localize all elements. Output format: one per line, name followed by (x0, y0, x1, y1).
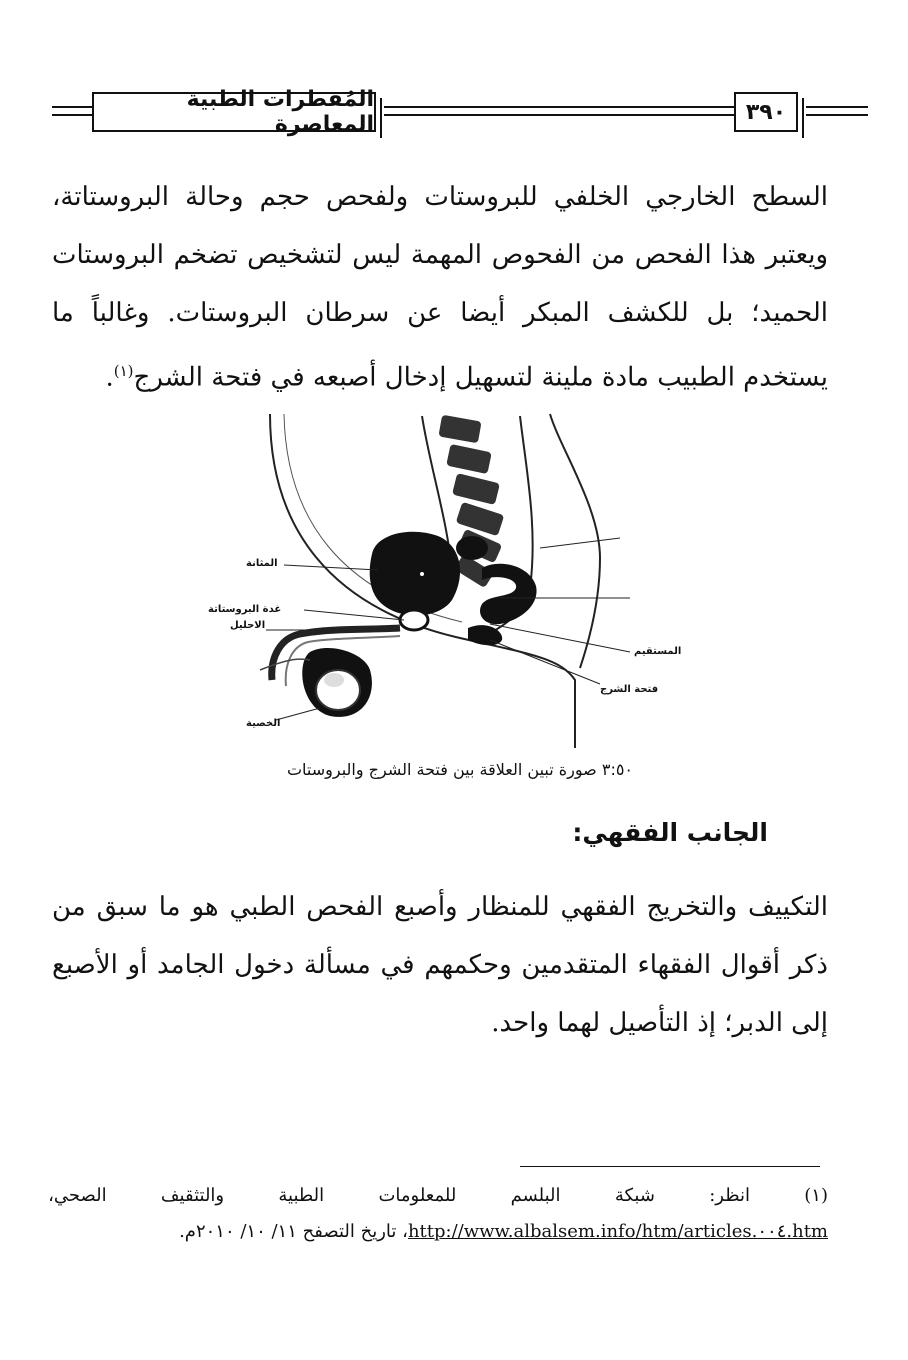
paragraph-fiqh (52, 878, 828, 1052)
footnote-word-5: الطبية (278, 1185, 325, 1206)
figure-caption: ٣:٥٠ صورة تبين العلاقة بين فتحة الشرج والبروستات (286, 760, 634, 779)
paragraph-intro-end: . (105, 362, 114, 393)
footnote-word-3: البلسم (510, 1185, 561, 1206)
anatomy-figure (200, 408, 700, 748)
footnote-line-2 (48, 1214, 828, 1250)
bladder-shape (370, 532, 460, 616)
header-rule-left (52, 106, 92, 108)
header-rule-right-2 (806, 114, 868, 116)
label-urethra: الاحليل (230, 620, 266, 631)
paragraph-intro (52, 168, 828, 407)
paragraph-intro-text: السطح الخارجي الخلفي للبروستات ولفحص حجم وحالة البروستاتة، ويعتبر هذا الفحص من الفحوص المهمة ليس لتشخيص تضخم البروستات الحميد؛ بل للكشف المبكر أيضا عن سرطان البروستات. وغالباً ما يستخدم الطبيب مادة ملينة لتسهيل إدخال أصبعه في فتحة الشرج (52, 182, 828, 393)
footnote-link[interactable]: http://www.albalsem.info/htm/articles.٠٠٤.htm (407, 1221, 828, 1242)
label-anus: فتحة الشرج (600, 684, 659, 695)
footnote-word-2: شبكة (614, 1185, 655, 1206)
header-rule-left-2 (52, 114, 92, 116)
label-prostate: غدة البروستاتة (208, 604, 282, 615)
footnote-date: ، تاريخ التصفح ١١/ ١٠/ ٢٠١٠م. (179, 1221, 408, 1242)
footnote-word-7: الصحي، (48, 1185, 107, 1206)
header-rule-middle (384, 106, 734, 108)
footnote-word-1: انظر: (709, 1185, 750, 1206)
label-bladder: المثانة (246, 558, 278, 569)
label-testis: الخصية (246, 718, 281, 729)
anatomy-illustration (200, 408, 700, 748)
footnote-word-4: للمعلومات (378, 1185, 457, 1206)
header-rule-right (806, 106, 868, 108)
paragraph-fiqh-text: التكييف والتخريج الفقهي للمنظار وأصبع الفحص الطبي هو ما سبق من ذكر أقوال الفقهاء المتقدمين وحكمهم في مسألة دخول الجامد أو الأصبع إلى الدبر؛ إذ التأصيل لهما واحد. (52, 892, 828, 1038)
prostate-shape (400, 610, 428, 630)
footnote-word-6: والتثقيف (160, 1185, 225, 1206)
page-header (40, 88, 872, 136)
label-rectum: المستقيم (634, 646, 682, 657)
running-title: المُفطرات الطبية المعاصرة (92, 92, 376, 132)
footnote-number: (١) (804, 1185, 828, 1206)
page-number: ٣٩٠ (734, 92, 798, 132)
rectum-shape (480, 564, 537, 625)
footnote (48, 1178, 828, 1250)
footnote-line-1 (48, 1178, 828, 1214)
section-heading: الجانب الفقهي: (572, 818, 768, 847)
footnote-separator (520, 1166, 820, 1167)
header-rule-middle-2 (384, 114, 734, 116)
footnote-reference: (١) (113, 362, 134, 380)
